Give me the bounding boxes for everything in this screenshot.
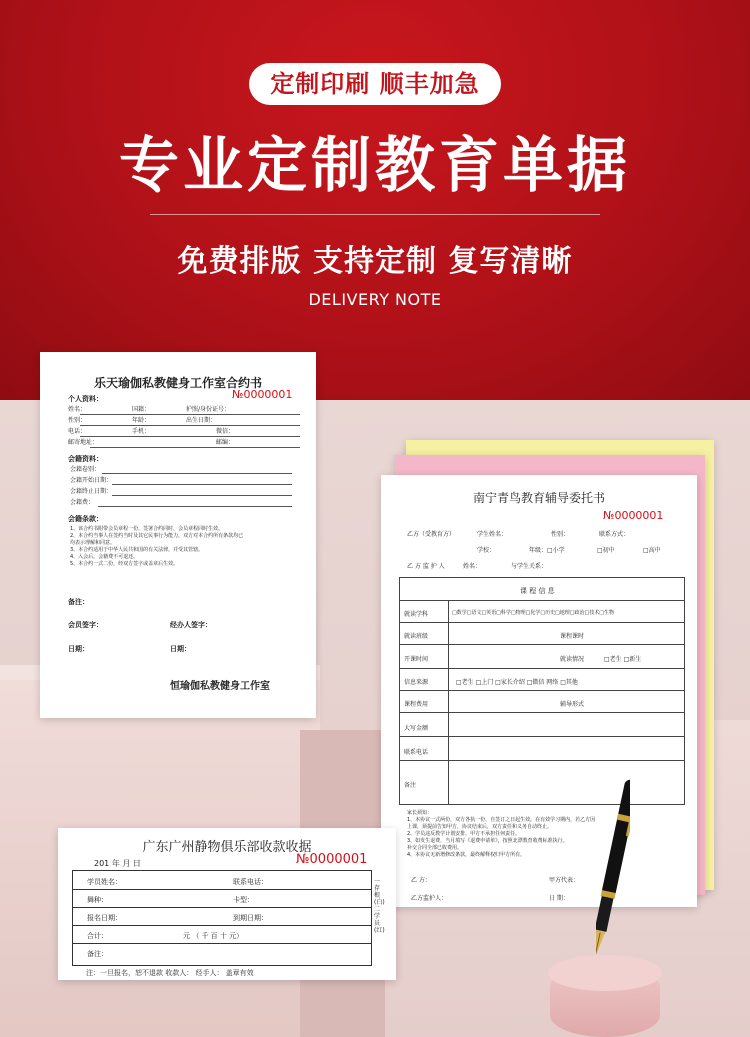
term-2: 2、本合约当事人在签约当时及其它民事行为能力，双方对本合约所有条款均已 — [70, 533, 244, 539]
receipt-row — [73, 925, 371, 926]
row-label: 就读班级 — [404, 633, 429, 640]
contract-title: 乐天瑜伽私教健身工作室合约书 — [93, 376, 262, 390]
grade-option: □初中 — [597, 547, 615, 554]
table-row — [400, 600, 684, 601]
receipt-row — [73, 943, 371, 944]
notice-line: 上课，须提前告知甲方，协议结束后，双方责任和义务自动终止。 — [407, 824, 553, 830]
receipt-number: №0000001 — [296, 852, 368, 867]
receipt-form — [58, 828, 396, 980]
row-label: 课程费用 — [404, 701, 429, 708]
date-label: 日期： — [170, 645, 191, 653]
party-b-label: 乙方（受教育方） — [407, 531, 456, 538]
grade-option: □小学 — [547, 547, 565, 554]
section-member: 会籍资料： — [68, 455, 103, 463]
form-line — [80, 436, 300, 437]
personal-row: 邮编： — [216, 439, 235, 446]
receipt-row — [73, 907, 371, 908]
subjects-options: □数学□语文□英语□科学□物理□化学□历史□地理□政治□技术□生物 — [452, 610, 614, 616]
personal-row: 性别： — [68, 417, 87, 424]
table-column — [448, 600, 449, 804]
personal-row: 出生日期： — [186, 417, 217, 424]
agent-sign-label: 经办人签字： — [170, 621, 212, 629]
personal-row: 姓名： — [68, 406, 87, 413]
row-label: 大写金额 — [404, 725, 429, 732]
table-row — [400, 712, 684, 713]
member-row: 会籍卷别： — [70, 466, 101, 473]
receipt-footer: 注：一旦报名，恕不退款 收款人： 经手人： 盖章有效 — [86, 969, 254, 977]
headline: 专业定制教育单据 — [119, 131, 631, 201]
row-label: 联系电话 — [404, 749, 429, 756]
personal-row: 手机： — [132, 428, 151, 435]
row-label: 信息来源 — [404, 679, 429, 686]
row-label: 备注 — [404, 782, 417, 789]
sign-guardian: 乙方监护人： — [411, 895, 448, 902]
member-row: 会籍开始日期： — [70, 477, 113, 484]
personal-row: 护照/身份证号： — [186, 406, 231, 413]
term-3: 3、本合约适用于中华人民共和国的有关法律，并受其管辖。 — [70, 547, 204, 553]
sign-date: 日 期： — [549, 895, 569, 902]
personal-row: 年龄： — [132, 417, 151, 424]
section-personal: 个人资料： — [68, 395, 103, 403]
receipt-table — [72, 870, 372, 966]
student-name-label: 学生姓名： — [477, 531, 508, 538]
term-2b: 均表示理解和同意。 — [70, 540, 116, 546]
date-label: 日期： — [68, 645, 89, 653]
receipt-cell: 卡型： — [233, 896, 254, 904]
gender-label: 性别： — [551, 531, 570, 538]
table-row — [400, 690, 684, 691]
receipt-side-text: 一存根(白) 二学员(红) — [374, 878, 385, 934]
row-right-label: 就读情况 — [560, 656, 585, 663]
school-label: 学校： — [477, 547, 496, 554]
studio-name: 恒瑜伽私教健身工作室 — [170, 681, 270, 692]
receipt-date: 201 年 月 日 — [94, 859, 141, 868]
form-line — [112, 484, 292, 485]
grade-option: □高中 — [643, 547, 661, 554]
notice-line: 4、本协议无新增修改条款，最终解释权归甲方所有。 — [407, 852, 526, 858]
row-options: □老生 □上门 □家长介绍 □微信 网络 □其他 — [456, 679, 578, 686]
table-row — [400, 668, 684, 669]
form-line — [102, 473, 292, 474]
receipt-cell: 合计： — [87, 932, 108, 940]
notice-line: 3、如发生退费，当月填写《退费申请单》，按照北漂教育收费标准执行。 — [407, 838, 568, 844]
subheadline: 免费排版 支持定制 复写清晰 — [177, 244, 573, 279]
receipt-row — [73, 889, 371, 890]
receipt-cell: 备注： — [87, 950, 108, 958]
table-row — [400, 760, 684, 761]
form-line — [80, 425, 300, 426]
notice-line: 1、本协议一式两份，双方各执一份，自签订之日起生效。在有效学习期内，若乙方因 — [407, 817, 596, 823]
tutoring-form — [381, 475, 697, 907]
term-5: 5、本合约一式二份，经双方签字或盖章后生效。 — [70, 561, 179, 567]
receipt-cell: 到期日期： — [233, 914, 268, 922]
member-sign-label: 会员签字： — [68, 621, 103, 629]
form-line — [112, 495, 292, 496]
notice-line: 2、学员违反教学计划安排，甲方不承担任何责任。 — [407, 831, 521, 837]
row-options: □老生 □新生 — [604, 656, 642, 663]
row-right-label: 课程课时 — [560, 633, 585, 640]
row-label: 开课时间 — [404, 656, 429, 663]
personal-row: 微信： — [216, 428, 235, 435]
section-terms: 会籍条款： — [68, 515, 103, 523]
sign-party-a: 甲方代表： — [549, 877, 580, 884]
table-row — [400, 644, 684, 645]
form-line — [90, 447, 300, 448]
sign-party-b: 乙 方： — [411, 877, 431, 884]
tutoring-number: №0000001 — [603, 509, 664, 522]
personal-row: 国籍： — [132, 406, 151, 413]
receipt-cell: 联系电话： — [233, 878, 268, 886]
promo-pill: 定制印刷 顺丰加急 — [249, 63, 501, 105]
notice-title: 家长须知： — [407, 810, 433, 816]
receipt-cell: 报名日期： — [87, 914, 122, 922]
tutoring-title: 南宁青鸟教育辅导委托书 — [472, 491, 605, 505]
receipt-cell: 学员姓名： — [87, 878, 122, 886]
receipt-title: 广东广州静物俱乐部收款收据 — [142, 840, 312, 855]
guardian-label: 乙 方 监 护 人 — [407, 563, 445, 570]
course-info-header: 课 程 信 息 — [520, 587, 555, 595]
contract-form — [40, 352, 316, 718]
form-line — [80, 414, 300, 415]
personal-row: 邮寄地址： — [68, 439, 99, 446]
english-caption: DELIVERY NOTE — [308, 290, 442, 309]
course-table — [399, 577, 685, 805]
relation-label: 与学生关系： — [511, 563, 548, 570]
receipt-cell: 舞种： — [87, 896, 108, 904]
form-line — [98, 506, 292, 507]
table-row — [400, 736, 684, 737]
member-row: 会籍终止日期： — [70, 488, 113, 495]
divider-line — [150, 214, 600, 215]
term-4: 4、入会后，会籍费不可退还。 — [70, 554, 139, 560]
fountain-pen-icon — [596, 774, 630, 970]
guardian-name-label: 姓名： — [463, 563, 482, 570]
table-row — [400, 622, 684, 623]
member-row: 会籍费： — [70, 499, 95, 506]
contract-number: №0000001 — [232, 388, 293, 401]
term-1: 1、该合约书附带会员章程一份，签署合约同时，会员章程同时生效。 — [70, 526, 224, 532]
personal-row: 电话： — [68, 428, 87, 435]
contact-label: 联系方式： — [599, 531, 630, 538]
notice-line: 补交合同全部已收费用。 — [407, 845, 463, 851]
receipt-cell: 元 （ 千 百 十 元） — [183, 932, 244, 940]
row-label: 就读学科 — [404, 611, 429, 618]
remark-label: 备注： — [68, 598, 89, 606]
row-right-label: 辅导形式 — [560, 701, 585, 708]
grade-label: 年级： — [529, 547, 548, 554]
